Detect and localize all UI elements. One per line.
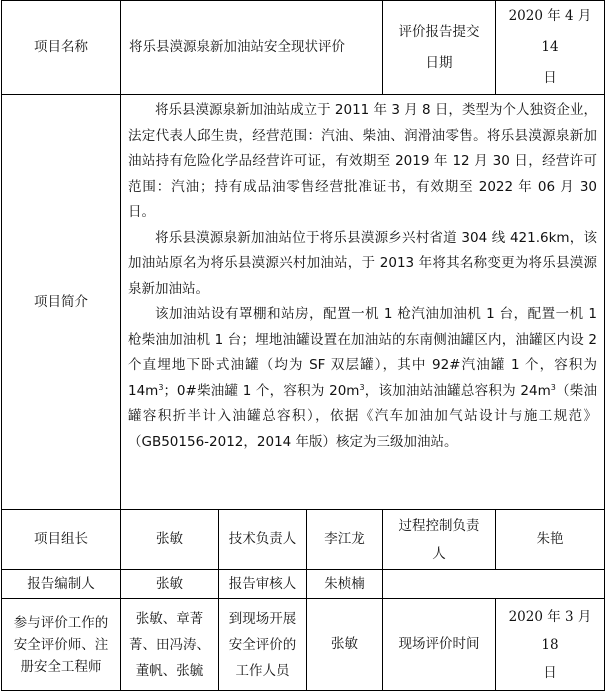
evaluation-info-table [1, 0, 605, 691]
report-date-value-line1: 2020 年 4 月 14 [508, 8, 592, 55]
project-name-value: 将乐县漠源泉新加油站安全现状评价 [121, 1, 383, 95]
report-row-empty [383, 570, 605, 599]
participants-value-line2: 菁、田冯涛、 [129, 636, 210, 653]
process-control-label [383, 510, 496, 570]
reviewer-label: 报告审核人 [219, 570, 307, 599]
project-intro-row [2, 95, 605, 510]
team-row [2, 510, 605, 570]
participants-value-line1: 张敏、章菁 [135, 610, 204, 627]
onsite-time-label: 现场评价时间 [383, 599, 496, 691]
tech-lead-value: 李江龙 [307, 510, 383, 570]
project-name-row [2, 1, 605, 95]
project-intro-content [121, 95, 605, 510]
report-date-label-line1: 评价报告提交 [398, 23, 480, 40]
process-control-label-line1: 过程控制负责 [398, 517, 480, 534]
onsite-staff-value: 张敏 [307, 599, 383, 691]
superscript-2: 3 [359, 382, 365, 392]
report-date-value [496, 1, 605, 95]
intro-p3-part-c: ，该加油站油罐总容积为 24m [364, 382, 551, 399]
report-date-value-line2: 日 [543, 70, 557, 86]
intro-p3-part-b: ；0#柴油罐 1 个，容积为 20m [163, 382, 360, 399]
participants-row [2, 599, 605, 691]
process-control-label-line2: 人 [432, 545, 446, 562]
project-intro-label: 项目简介 [2, 95, 121, 510]
leader-label: 项目组长 [2, 510, 121, 570]
onsite-staff-label-line1: 到现场开展 [228, 610, 297, 627]
editor-label: 报告编制人 [2, 570, 121, 599]
intro-p3-part-d: （柴油罐容积折半计入油罐总容积），依据《汽车加油加气站设计与施工规范》（GB50156-2012，2014 年版）核定为三级加油站。 [128, 382, 598, 450]
onsite-staff-label [219, 599, 307, 691]
onsite-time-value-line2: 日 [543, 664, 557, 681]
leader-value: 张敏 [121, 510, 219, 570]
process-control-value: 朱艳 [496, 510, 605, 570]
intro-paragraph-3 [128, 302, 597, 455]
onsite-time-value-line1: 2020 年 3 月 18 [508, 608, 592, 653]
participants-label-line2: 安全评价师、注 [13, 636, 109, 653]
onsite-staff-label-line3: 工作人员 [235, 662, 290, 679]
participants-value-line3: 董帆、张毓 [135, 662, 204, 679]
intro-paragraph-2: 将乐县漠源泉新加油站位于将乐县漠源乡兴村省道 304 线 421.6km，该加油站原名为将乐县漠源兴村加油站，于 2013 年将其名称变更为将乐县漠源泉新加油站。 [128, 229, 598, 297]
project-name-label: 项目名称 [2, 1, 121, 95]
onsite-time-value [496, 599, 605, 691]
tech-lead-label: 技术负责人 [219, 510, 307, 570]
report-row [2, 570, 605, 599]
intro-paragraph-1: 将乐县漠源泉新加油站成立于 2011 年 3 月 8 日，类型为个人独资企业，法定代表人邱生贵，经营范围：汽油、柴油、润滑油零售。将乐县漠源泉新加油站持有危险化学品经营许可证，有效期至 2019 年 12 月 30 日，经营许可范围：汽油；持有成品油零售经营批准证书，有效期至 2022 年 06 月 30 日。 [128, 102, 598, 220]
reviewer-value: 朱桢楠 [307, 570, 383, 599]
superscript-3: 3 [550, 382, 556, 392]
report-date-label [383, 1, 496, 95]
participants-value [121, 599, 219, 691]
report-date-label-line2: 日期 [425, 54, 453, 71]
participants-label-line1: 参与评价工作的 [13, 614, 109, 631]
editor-value: 张敏 [121, 570, 219, 599]
participants-label [2, 599, 121, 691]
onsite-staff-label-line2: 安全评价的 [228, 636, 297, 653]
participants-label-line3: 册安全工程师 [20, 658, 102, 675]
intro-p3-part-a: 该加油站设有罩棚和站房，配置一机 1 枪汽油加油机 1 台，配置一机 1 枪柴油加油机 1 台；埋地油罐设置在加油站的东南侧油罐区内，油罐区内设 2 个直埋地下卧式油罐（均为 SF 双层罐），其中 92#汽油罐 1 个，容积为 14m [128, 306, 598, 399]
superscript-1: 3 [158, 382, 164, 392]
